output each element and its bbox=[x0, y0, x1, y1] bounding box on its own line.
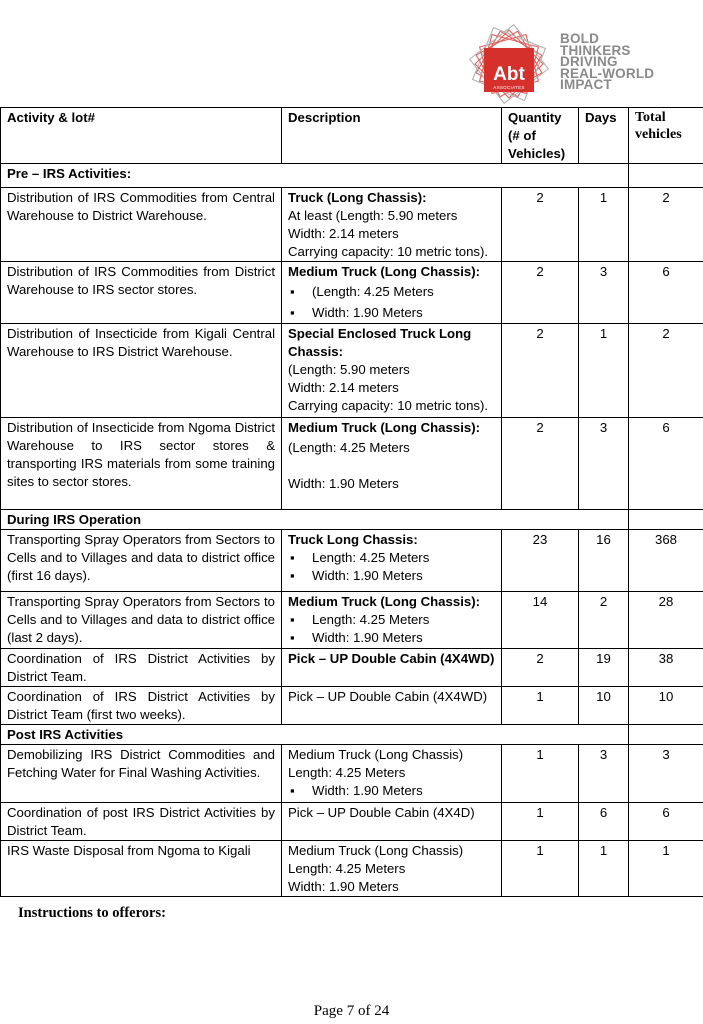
days-cell: 16 bbox=[579, 530, 629, 592]
spec-line: Pick – UP Double Cabin (4X4WD) bbox=[288, 689, 488, 704]
quantity-cell: 1 bbox=[502, 803, 579, 841]
table-row bbox=[1, 418, 703, 510]
quantity-cell: 2 bbox=[502, 418, 579, 510]
table-row bbox=[1, 592, 703, 649]
spec-bullet: ▪ Length: 4.25 Meters bbox=[288, 549, 495, 567]
description-cell bbox=[282, 649, 502, 687]
spec-line: Medium Truck (Long Chassis) bbox=[288, 843, 464, 858]
tagline-line: DRIVING bbox=[560, 54, 618, 69]
activity-cell: Demobilizing IRS District Commodities and Fetching Water for Final Washing Activities. bbox=[1, 745, 282, 803]
days-cell: 1 bbox=[579, 188, 629, 262]
section-empty-cell bbox=[629, 510, 703, 530]
table-row bbox=[1, 745, 703, 803]
section-title: During IRS Operation bbox=[1, 510, 629, 530]
quantity-cell: 2 bbox=[502, 649, 579, 687]
spec-bullet: ▪ Width: 1.90 Meters bbox=[288, 629, 495, 647]
days-cell: 19 bbox=[579, 649, 629, 687]
header-total: Total vehicles bbox=[629, 108, 703, 164]
section-empty-cell bbox=[629, 164, 703, 188]
spec-line: Width: 1.90 Meters bbox=[288, 476, 399, 491]
tagline-line: REAL-WORLD bbox=[560, 65, 655, 81]
total-cell: 6 bbox=[629, 418, 703, 510]
spec-line: Length: 4.25 Meters bbox=[288, 861, 406, 876]
section-title: Post IRS Activities bbox=[1, 725, 629, 745]
days-cell: 3 bbox=[579, 745, 629, 803]
tagline-line: IMPACT bbox=[560, 77, 612, 92]
quantity-cell: 1 bbox=[502, 687, 579, 725]
table-row bbox=[1, 324, 703, 418]
description-cell bbox=[282, 687, 502, 725]
vehicle-type: Medium Truck (Long Chassis): bbox=[288, 420, 480, 435]
logo-tagline bbox=[560, 33, 654, 91]
logo-text: Abt bbox=[493, 64, 525, 85]
total-cell: 38 bbox=[629, 649, 703, 687]
spec-line: Pick – UP Double Cabin (4X4D) bbox=[288, 805, 475, 820]
spec-line: Length: 4.25 Meters bbox=[288, 765, 406, 780]
activity-cell: Coordination of IRS District Activities by District Team (first two weeks). bbox=[1, 687, 282, 725]
total-cell: 10 bbox=[629, 687, 703, 725]
table-row bbox=[1, 687, 703, 725]
quantity-cell: 1 bbox=[502, 841, 579, 897]
activity-cell: Coordination of post IRS District Activities by District Team. bbox=[1, 803, 282, 841]
table-header-row bbox=[1, 108, 703, 164]
total-cell: 6 bbox=[629, 803, 703, 841]
header-description: Description bbox=[282, 108, 502, 164]
tagline-line: BOLD bbox=[560, 31, 600, 46]
description-cell bbox=[282, 841, 502, 897]
table-row bbox=[1, 649, 703, 687]
vehicle-type: Truck (Long Chassis): bbox=[288, 190, 427, 205]
spec-line: Medium Truck (Long Chassis) bbox=[288, 747, 464, 762]
spec-line: Carrying capacity: 10 metric tons). bbox=[288, 244, 489, 259]
activity-cell: Transporting Spray Operators from Sectors to Cells and to Villages and data to district office (first 16 days). bbox=[1, 530, 282, 592]
logo-subtext: ASSOCIATES bbox=[493, 85, 525, 90]
activity-cell: Coordination of IRS District Activities by District Team. bbox=[1, 649, 282, 687]
activity-cell: Distribution of Insecticide from Kigali Central Warehouse to IRS District Warehouse. bbox=[1, 324, 282, 418]
quantity-cell: 2 bbox=[502, 324, 579, 418]
spec-line: At least (Length: 5.90 meters bbox=[288, 208, 458, 223]
table-row bbox=[1, 841, 703, 897]
spec-bullet: ▪ Width: 1.90 Meters bbox=[288, 782, 495, 800]
spec-bullet: ▪ Width: 1.90 Meters bbox=[288, 302, 495, 323]
vehicle-requirements-table bbox=[0, 107, 703, 897]
quantity-cell: 2 bbox=[502, 262, 579, 324]
table-row bbox=[1, 803, 703, 841]
spec-line: (Length: 4.25 Meters bbox=[288, 440, 410, 455]
spec-line: (Length: 5.90 meters bbox=[288, 362, 410, 377]
instructions-heading: Instructions to offerors: bbox=[18, 905, 166, 921]
vehicle-type: Special Enclosed Truck Long Chassis: bbox=[288, 326, 472, 359]
quantity-cell: 14 bbox=[502, 592, 579, 649]
page-number: Page 7 of 24 bbox=[313, 1003, 390, 1019]
spec-line: Carrying capacity: 10 metric tons). bbox=[288, 398, 489, 413]
section-empty-cell bbox=[629, 725, 703, 745]
total-cell: 2 bbox=[629, 324, 703, 418]
table-row bbox=[1, 188, 703, 262]
quantity-cell: 2 bbox=[502, 188, 579, 262]
activity-cell: Transporting Spray Operators from Sectors to Cells and to Villages and data to district office (last 2 days). bbox=[1, 592, 282, 649]
spec-bullet: ▪ Length: 4.25 Meters bbox=[288, 611, 495, 629]
quantity-cell: 1 bbox=[502, 745, 579, 803]
description-cell bbox=[282, 530, 502, 592]
vehicle-type: Medium Truck (Long Chassis): bbox=[288, 594, 480, 609]
days-cell: 1 bbox=[579, 324, 629, 418]
header-activity: Activity & lot# bbox=[1, 108, 282, 164]
spec-line: Width: 2.14 meters bbox=[288, 226, 399, 241]
activity-cell: Distribution of Insecticide from Ngoma District Warehouse to IRS sector stores & transporting IRS materials from some training sites to sector stores. bbox=[1, 418, 282, 510]
activity-cell: Distribution of IRS Commodities from Central Warehouse to District Warehouse. bbox=[1, 188, 282, 262]
table-row bbox=[1, 530, 703, 592]
spec-line: Width: 1.90 Meters bbox=[288, 879, 399, 894]
spec-line: Width: 2.14 meters bbox=[288, 380, 399, 395]
total-cell: 3 bbox=[629, 745, 703, 803]
days-cell: 1 bbox=[579, 841, 629, 897]
header-quantity: Quantity (# of Vehicles) bbox=[502, 108, 579, 164]
description-cell bbox=[282, 592, 502, 649]
total-cell: 2 bbox=[629, 188, 703, 262]
activity-cell: Distribution of IRS Commodities from District Warehouse to IRS sector stores. bbox=[1, 262, 282, 324]
total-cell: 6 bbox=[629, 262, 703, 324]
section-row bbox=[1, 164, 703, 188]
spec-bullet: ▪ Width: 1.90 Meters bbox=[288, 567, 495, 585]
vehicle-type: Pick – UP Double Cabin (4X4WD) bbox=[288, 651, 495, 666]
vehicle-type: Truck Long Chassis: bbox=[288, 532, 418, 547]
table-row bbox=[1, 262, 703, 324]
days-cell: 2 bbox=[579, 592, 629, 649]
description-cell bbox=[282, 188, 502, 262]
section-row bbox=[1, 725, 703, 745]
days-cell: 10 bbox=[579, 687, 629, 725]
total-cell: 368 bbox=[629, 530, 703, 592]
description-cell bbox=[282, 418, 502, 510]
description-cell bbox=[282, 745, 502, 803]
abt-logo bbox=[463, 18, 663, 110]
vehicle-type: Medium Truck (Long Chassis): bbox=[288, 264, 480, 279]
section-title: Pre – IRS Activities: bbox=[1, 164, 629, 188]
spec-bullet: ▪ (Length: 4.25 Meters bbox=[288, 281, 495, 302]
header-days: Days bbox=[579, 108, 629, 164]
days-cell: 6 bbox=[579, 803, 629, 841]
section-row bbox=[1, 510, 703, 530]
total-cell: 28 bbox=[629, 592, 703, 649]
description-cell bbox=[282, 262, 502, 324]
total-cell: 1 bbox=[629, 841, 703, 897]
days-cell: 3 bbox=[579, 262, 629, 324]
activity-cell: IRS Waste Disposal from Ngoma to Kigali bbox=[1, 841, 282, 897]
description-cell bbox=[282, 803, 502, 841]
tagline-line: THINKERS bbox=[560, 42, 631, 58]
quantity-cell: 23 bbox=[502, 530, 579, 592]
days-cell: 3 bbox=[579, 418, 629, 510]
description-cell bbox=[282, 324, 502, 418]
